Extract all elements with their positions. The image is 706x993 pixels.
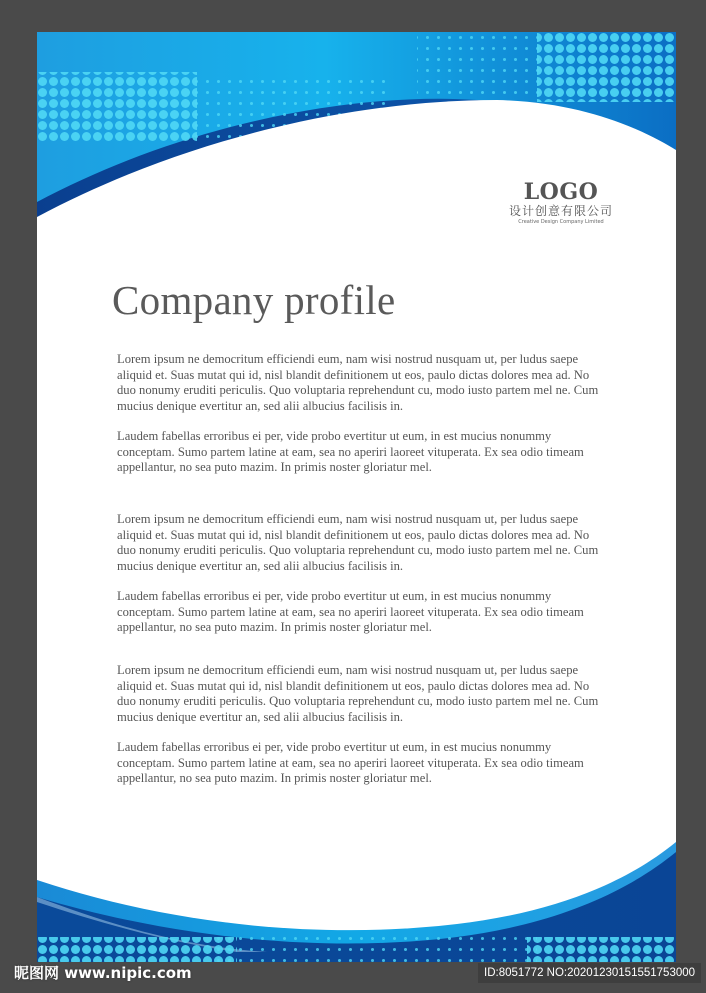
body-section-1 [117, 352, 607, 491]
paragraph: Laudem fabellas erroribus ei per, vide probo evertitur ut eum, in est mucius nonummy conceptam. Sumo partem latine at eam, sea no aperiri laoreet vituperata. Ex sea odio timeam appellantur, no sea puto mazim. In primis noster gloriatur mel. [117, 429, 584, 474]
watermark-site: 昵图网 www.nipic.com [14, 964, 192, 982]
paragraph: Laudem fabellas erroribus ei per, vide probo evertitur ut eum, in est mucius nonummy conceptam. Sumo partem latine at eam, sea no aperiri laoreet vituperata. Ex sea odio timeam appellantur, no sea puto mazim. In primis noster gloriatur mel. [117, 740, 584, 785]
watermark-id: ID:8051772 NO:20201230151551753000 [478, 963, 701, 983]
logo-company-name-cn: 设计创意有限公司 [508, 204, 613, 218]
paragraph: Laudem fabellas erroribus ei per, vide probo evertitur ut eum, in est mucius nonummy conceptam. Sumo partem latine at eam, sea no aperiri laoreet vituperata. Ex sea odio timeam appellantur, no sea puto mazim. In primis noster gloriatur mel. [117, 589, 584, 634]
paragraph: Lorem ipsum ne democritum efficiendi eum, nam wisi nostrud nusquam ut, per ludus saepe aliquid et. Suas mutat qui id, nisl blandit definitionem ut eos, paulo dictas dolores mea ad. No duo nonumy eruditi periculis. Quo voluptaria reprehendunt cu, modo iusto partem mel ne. Cum mucius denique evertitur an, sed alii albucius facilisis in. [117, 512, 599, 573]
logo-company-name-en: Creative Design Company Limited [518, 219, 604, 225]
page-title: Company profile [112, 277, 396, 323]
logo-text: LOGO [523, 179, 599, 205]
body-section-3 [117, 663, 607, 802]
paragraph: Lorem ipsum ne democritum efficiendi eum, nam wisi nostrud nusquam ut, per ludus saepe aliquid et. Suas mutat qui id, nisl blandit definitionem ut eos, paulo dictas dolores mea ad. No duo nonumy eruditi periculis. Quo voluptaria reprehendunt cu, modo iusto partem mel ne. Cum mucius denique evertitur an, sed alii albucius facilisis in. [117, 663, 599, 724]
footer-wave-decoration [37, 812, 676, 962]
letterhead-page [37, 32, 676, 962]
body-section-2 [117, 512, 607, 651]
paragraph: Lorem ipsum ne democritum efficiendi eum, nam wisi nostrud nusquam ut, per ludus saepe aliquid et. Suas mutat qui id, nisl blandit definitionem ut eos, paulo dictas dolores mea ad. No duo nonumy eruditi periculis. Quo voluptaria reprehendunt cu, modo iusto partem mel ne. Cum mucius denique evertitur an, sed alii albucius facilisis in. [117, 352, 599, 413]
company-logo [499, 180, 623, 226]
